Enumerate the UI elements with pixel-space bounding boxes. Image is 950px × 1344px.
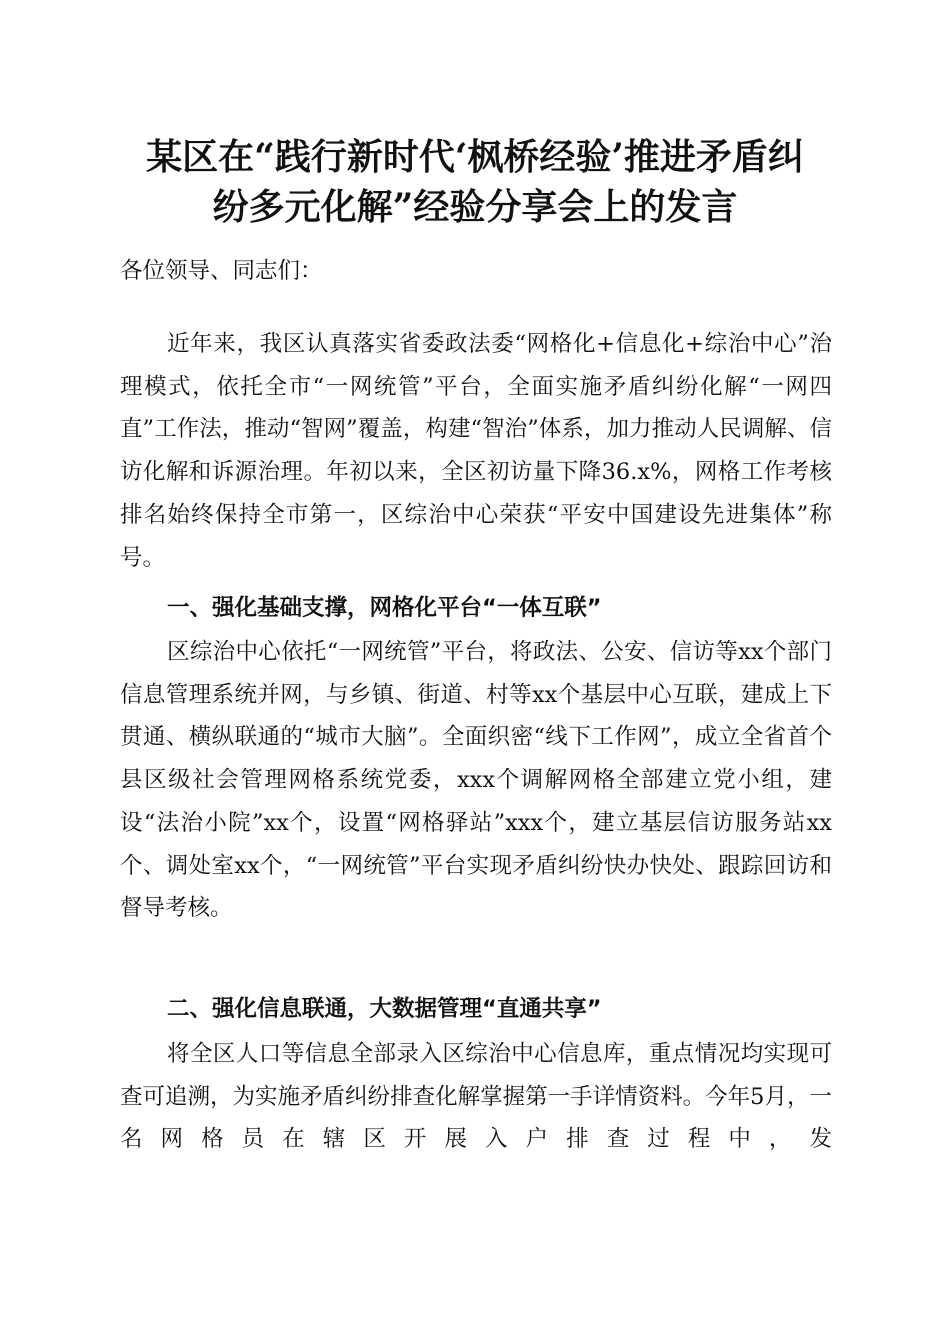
intro-paragraph: 近年来，我区认真落实省委政法委“网格化+信息化+综治中心”治理模式，依托全市“一网统管”平台，全面实施矛盾纠纷化解“一网四直”工作法，推动“智网”覆盖，构建“智治”体系，加力推动人民调解、信访化解和诉源治理。年初以来，全区初访量下降36.x%，网格工作考核排名始终保持全市第一，区综治中心荣获“平安中国建设先进集体”称号。 [120,331,832,571]
section-1-paragraph: 区综治中心依托“一网统管”平台，将政法、公安、信访等xx个部门信息管理系统并网，与乡镇、街道、村等xx个基层中心互联，建成上下贯通、横纵联通的“城市大脑”。全面织密“线下工作网”，成立全省首个县区级社会管理网格系统党委，xxx个调解网格全部建立党小组，建设“法治小院”xx个，设置“网格驿站”xxx个，建立基层信访服务站xx个、调处室xx个，“一网统管”平台实现矛盾纠纷快办快处、跟踪回访和督导考核。 [120,639,832,922]
greeting: 各位领导、同志们： [120,258,323,284]
title-line-2: 纷多元化解”经验分享会上的发言 [212,186,738,228]
title-line-1: 某区在“践行新时代‘枫桥经验’推进矛盾纠 [146,136,804,178]
section-2-paragraph: 将全区人口等信息全部录入区综治中心信息库，重点情况均实现可查可追溯，为实施矛盾纠纷排查化解掌握第一手详情资料。今年5月，一名网格员在辖区开展入户排查过程中，发 [120,1041,832,1153]
section-2-heading: 二、强化信息联通，大数据管理“直通共享” [167,996,602,1022]
document-title [110,132,840,232]
section-1-heading: 一、强化基础支撑，网格化平台“一体互联” [167,595,602,621]
